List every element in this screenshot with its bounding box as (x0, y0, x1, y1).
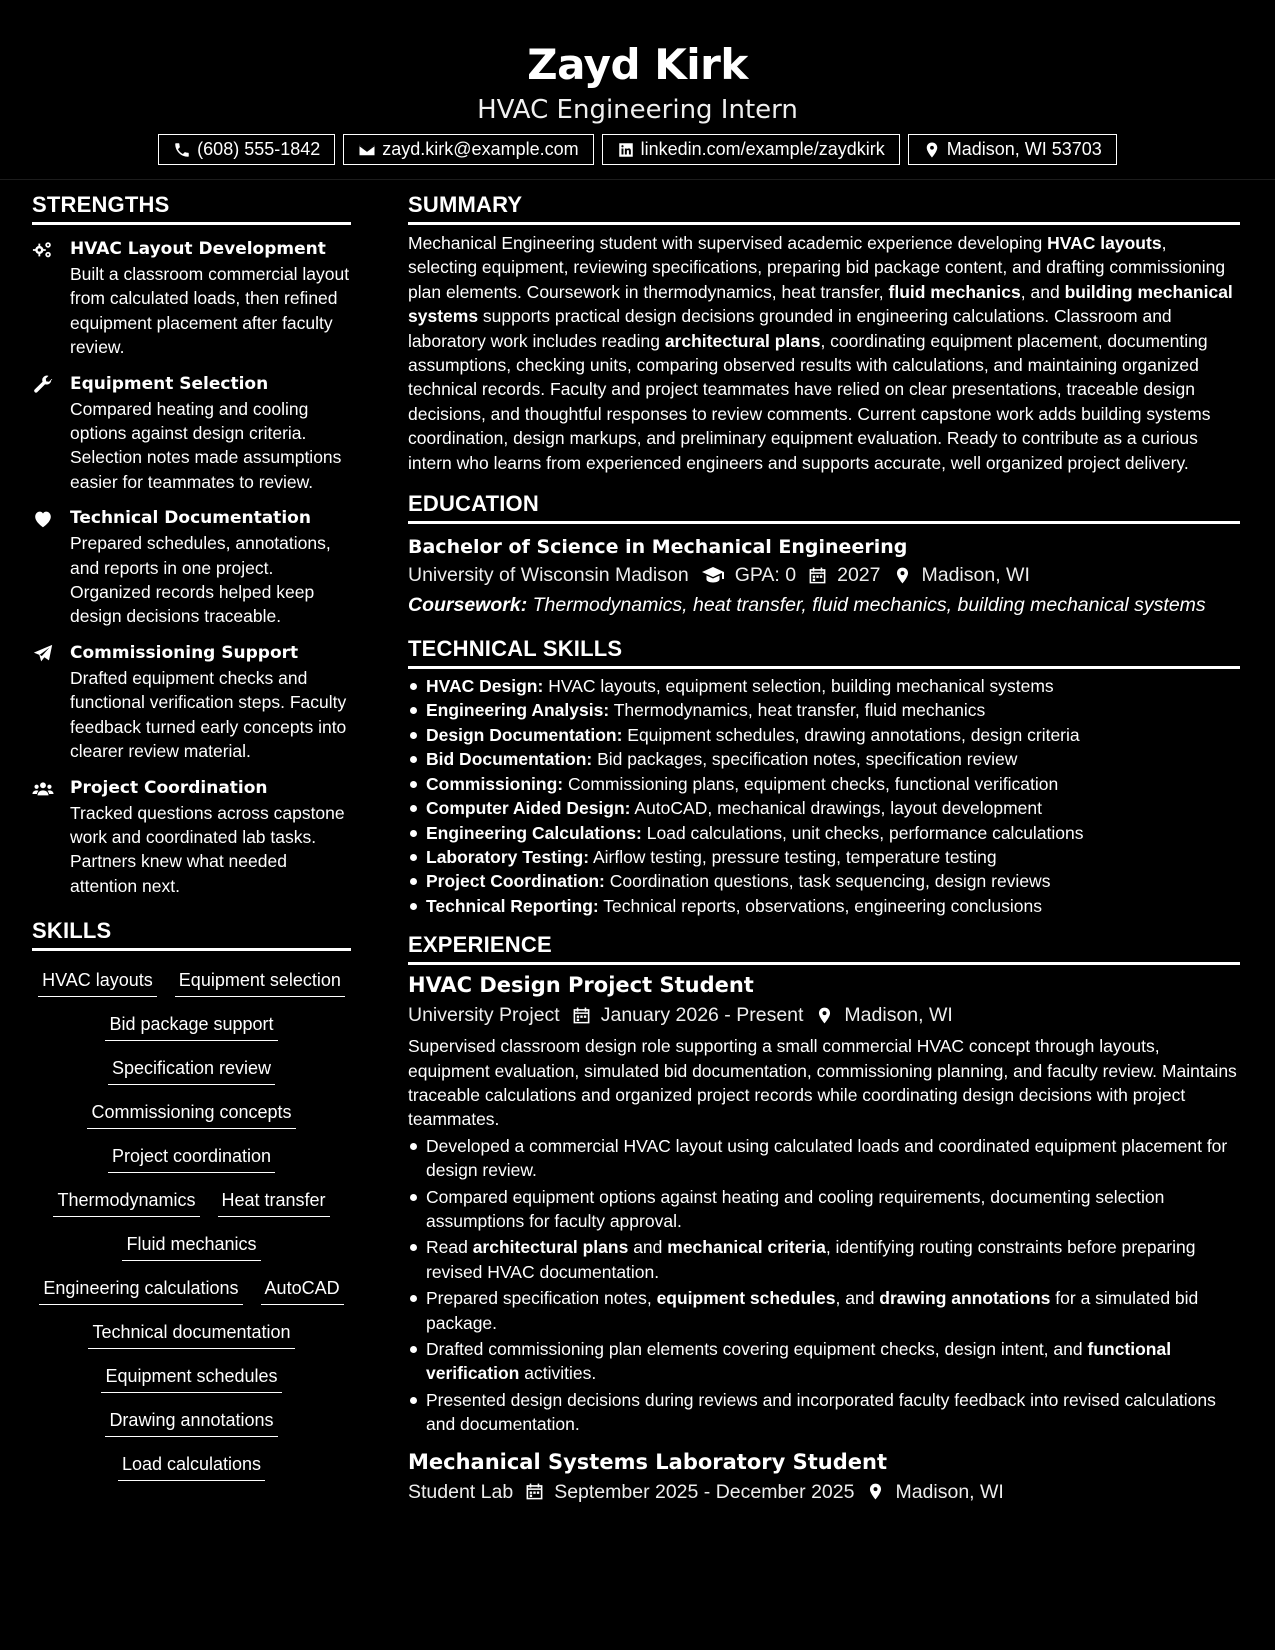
strength-title: Project Coordination (70, 777, 268, 798)
school-location: Madison, WI (921, 564, 1030, 587)
strength-item (32, 506, 351, 629)
skill-chip: AutoCAD (261, 1276, 344, 1305)
phone-icon (173, 141, 191, 159)
bullet-keyword: mechanical criteria (667, 1237, 826, 1258)
coursework (408, 590, 1240, 620)
technical-skills-list (408, 674, 1240, 918)
list-item (408, 869, 1240, 893)
calendar-icon (572, 1006, 591, 1025)
email-text: zayd.kirk@example.com (382, 139, 579, 159)
bullet-text: Prepared specification notes, (426, 1288, 657, 1309)
skill-label: Laboratory Testing: (426, 846, 590, 867)
list-item (408, 1185, 1240, 1234)
skill-label: Project Coordination: (426, 871, 605, 892)
list-item (408, 698, 1240, 722)
location-text: Madison, WI 53703 (946, 139, 1102, 159)
wrench-icon (32, 374, 54, 396)
summary-keyword: building mechanical systems (408, 281, 1233, 327)
skill-chip: Heat transfer (218, 1188, 330, 1217)
skills-heading: SKILLS (32, 918, 351, 951)
paper-plane-icon (32, 643, 54, 665)
list-item (408, 845, 1240, 869)
skill-chip: Thermodynamics (53, 1188, 199, 1217)
skill-text: HVAC layouts, equipment selection, building mechanical systems (548, 676, 1054, 697)
skill-chip: HVAC layouts (38, 968, 157, 997)
skills-list (32, 968, 351, 1481)
skill-label: Bid Documentation: (426, 749, 593, 770)
skill-text: AutoCAD, mechanical drawings, layout development (634, 798, 1042, 819)
skill-chip: Equipment schedules (101, 1364, 281, 1393)
linkedin-icon (617, 141, 635, 159)
bullet-text: Read (426, 1237, 473, 1258)
list-item (408, 1134, 1240, 1183)
skill-label: Commissioning: (426, 773, 564, 794)
map-pin-icon (893, 566, 912, 585)
skill-text: Commissioning plans, equipment checks, functional verification (567, 773, 1059, 794)
contact-linkedin[interactable] (602, 134, 900, 165)
job-dates: September 2025 - December 2025 (554, 1480, 855, 1503)
users-icon (32, 778, 54, 800)
strengths-heading: STRENGTHS (32, 192, 351, 225)
left-column (32, 180, 351, 1481)
gears-icon (32, 239, 54, 261)
job-location: Madison, WI (844, 1004, 953, 1027)
list-item (408, 747, 1240, 771)
skill-text: Load calculations, unit checks, performance calculations (646, 822, 1084, 843)
bullet-text: Presented design decisions during reviews and incorporated faculty feedback into revised calculations and documentation. (426, 1389, 1216, 1435)
summary-text (408, 231, 1240, 475)
degree-title: Bachelor of Science in Mechanical Engineering (408, 536, 908, 559)
job-entry (408, 970, 1240, 1437)
strength-title: HVAC Layout Development (70, 239, 326, 259)
summary-heading: SUMMARY (408, 192, 1240, 225)
envelope-icon (358, 141, 376, 159)
strength-item (32, 776, 351, 899)
skill-label: Engineering Analysis: (426, 700, 610, 721)
skill-text: Coordination questions, task sequencing, design reviews (609, 871, 1051, 892)
skill-chip: Specification review (108, 1056, 275, 1085)
list-item (408, 674, 1240, 698)
contact-location (908, 134, 1117, 165)
map-pin-icon (815, 1006, 834, 1025)
experience-heading: EXPERIENCE (408, 932, 1240, 965)
education-heading: EDUCATION (408, 491, 1240, 524)
bullet-text: , and (835, 1288, 880, 1309)
list-item (408, 1286, 1240, 1335)
bullet-text: and (628, 1237, 668, 1258)
bullet-text: Drafted commissioning plan elements covering equipment checks, design intent, and (426, 1339, 1088, 1359)
list-item (408, 821, 1240, 845)
summary-segment: , and (1020, 281, 1065, 302)
gpa-text: GPA: 0 (734, 564, 797, 587)
list-item (408, 1337, 1240, 1386)
job-meta (408, 1000, 1240, 1030)
list-item (408, 1235, 1240, 1284)
bullet-keyword: architectural plans (472, 1237, 629, 1258)
summary-segment: , coordinating equipment placement, documenting assumptions, checking units, comparing observed results with calculations, and maintaining organized technical records. Faculty and project teammates have relied on clear presentations, traceable design decisions, and thoughtful responses to review comments. Current capstone work adds building systems coordination, design markups, and preliminary equipment evaluation. Ready to contribute as a curious intern who learns from experienced engineers and supports accurate, well organized project delivery. (408, 330, 1211, 473)
strength-item (32, 237, 351, 360)
summary-segment: supports practical design decisions grounded in engineering calculations. Classroom and laboratory work includes reading (408, 306, 1172, 351)
bullet-text: for a simulated bid package. (426, 1288, 1199, 1333)
heart-icon (32, 508, 54, 530)
skill-text: Airflow testing, pressure testing, temperature testing (592, 846, 997, 867)
right-column (408, 180, 1240, 1507)
education-meta (408, 560, 1240, 590)
strength-item (32, 372, 351, 495)
bullet-keyword: drawing annotations (879, 1288, 1051, 1309)
strength-item (32, 641, 351, 764)
list-item (408, 772, 1240, 796)
job-org: University Project (408, 1004, 560, 1027)
skill-label: Computer Aided Design: (426, 798, 631, 819)
resume-header (0, 0, 1275, 180)
coursework-label: Coursework: (408, 594, 528, 617)
job-location: Madison, WI (895, 1480, 1004, 1503)
map-pin-icon (866, 1482, 885, 1501)
job-title: HVAC Design Project Student (408, 973, 754, 998)
skill-text: Thermodynamics, heat transfer, fluid mechanics (613, 700, 986, 721)
coursework-text: Thermodynamics, heat transfer, fluid mechanics, building mechanical systems (532, 594, 1206, 617)
list-item (408, 894, 1240, 918)
strength-title: Equipment Selection (70, 373, 269, 394)
summary-segment: , selecting equipment, reviewing specifications, preparing bid package content, and drafting commissioning plan elements. Coursework in thermodynamics, heat transfer, (408, 233, 1226, 302)
strength-title: Technical Documentation (70, 508, 311, 529)
skill-label: Design Documentation: (426, 724, 623, 745)
skill-label: Engineering Calculations: (426, 822, 642, 843)
skill-text: Equipment schedules, drawing annotations, design criteria (627, 724, 1080, 745)
bullet-keyword: equipment schedules (656, 1288, 836, 1309)
summary-keyword: HVAC layouts (1047, 233, 1162, 253)
skill-text: Technical reports, observations, engineering conclusions (603, 895, 1043, 916)
skill-chip: Load calculations (118, 1452, 265, 1481)
graduation-cap-icon (701, 563, 725, 587)
job-meta (408, 1477, 1240, 1507)
contact-bar (0, 134, 1275, 165)
skill-chip: Bid package support (105, 1012, 277, 1041)
list-item (408, 796, 1240, 820)
bullet-text: Compared equipment options against heating and cooling requirements, documenting selection assumptions for faculty approval. (426, 1186, 1165, 1231)
skill-text: Bid packages, specification notes, specification review (597, 749, 1018, 770)
skill-chip: Fluid mechanics (122, 1232, 260, 1261)
summary-keyword: architectural plans (664, 330, 821, 351)
strength-title: Commissioning Support (70, 642, 299, 663)
technical-skills-heading: TECHNICAL SKILLS (408, 636, 1240, 669)
skill-chip: Technical documentation (88, 1320, 294, 1349)
school-name: University of Wisconsin Madison (408, 564, 689, 587)
summary-keyword: fluid mechanics (888, 281, 1021, 302)
candidate-name: Zayd Kirk (527, 40, 748, 89)
calendar-icon (808, 566, 827, 585)
skill-chip: Project coordination (108, 1144, 275, 1173)
list-item (408, 723, 1240, 747)
strength-text: Tracked questions across capstone work and coordinated lab tasks. Partners knew what needed attention next. (70, 802, 345, 896)
phone-text: (608) 555-1842 (197, 139, 321, 159)
job-description: Supervised classroom design role supporting a small commercial HVAC concept through layouts, equipment evaluation, simulated bid documentation, commissioning planning, and faculty review. Maintains traceable calculations and organized project records while coordinating design decisions with project teammates. (408, 1036, 1237, 1130)
strength-text: Built a classroom commercial layout from calculated loads, then refined equipment placement after faculty review. (70, 264, 350, 358)
candidate-title: HVAC Engineering Intern (477, 95, 798, 125)
map-pin-icon (923, 141, 941, 159)
list-item (408, 1388, 1240, 1437)
calendar-icon (525, 1482, 544, 1501)
skill-label: Technical Reporting: (426, 895, 599, 916)
linkedin-text: linkedin.com/example/zaydkirk (640, 139, 885, 159)
contact-phone[interactable] (158, 134, 335, 165)
bullet-text: , identifying routing constraints before preparing revised HVAC documentation. (426, 1237, 1196, 1282)
bullet-text: activities. (519, 1363, 597, 1384)
skill-chip: Drawing annotations (105, 1408, 277, 1437)
strength-text: Compared heating and cooling options against design criteria. Selection notes made assumptions easier for teammates to review. (70, 398, 342, 492)
skill-chip: Engineering calculations (39, 1276, 242, 1305)
job-bullets (408, 1134, 1240, 1437)
bullet-text: Developed a commercial HVAC layout using calculated loads and coordinated equipment placement for design review. (426, 1135, 1228, 1181)
strength-text: Prepared schedules, annotations, and reports in one project. Organized records helped keep design decisions traceable. (70, 533, 331, 627)
job-title: Mechanical Systems Laboratory Student (408, 1449, 888, 1474)
skill-chip: Commissioning concepts (87, 1100, 295, 1129)
skill-chip: Equipment selection (175, 968, 345, 997)
job-entry (408, 1447, 1240, 1507)
summary-segment: Mechanical Engineering student with supervised academic experience developing (408, 233, 1048, 253)
skill-label: HVAC Design: (426, 676, 544, 697)
strength-text: Drafted equipment checks and functional verification steps. Faculty feedback turned early concepts into clearer review material. (70, 667, 347, 762)
bullet-keyword: functional verification (426, 1339, 1172, 1384)
job-org: Student Lab (408, 1480, 514, 1503)
grad-year: 2027 (837, 564, 881, 587)
job-dates: January 2026 - Present (600, 1004, 804, 1027)
contact-email[interactable] (343, 134, 593, 165)
